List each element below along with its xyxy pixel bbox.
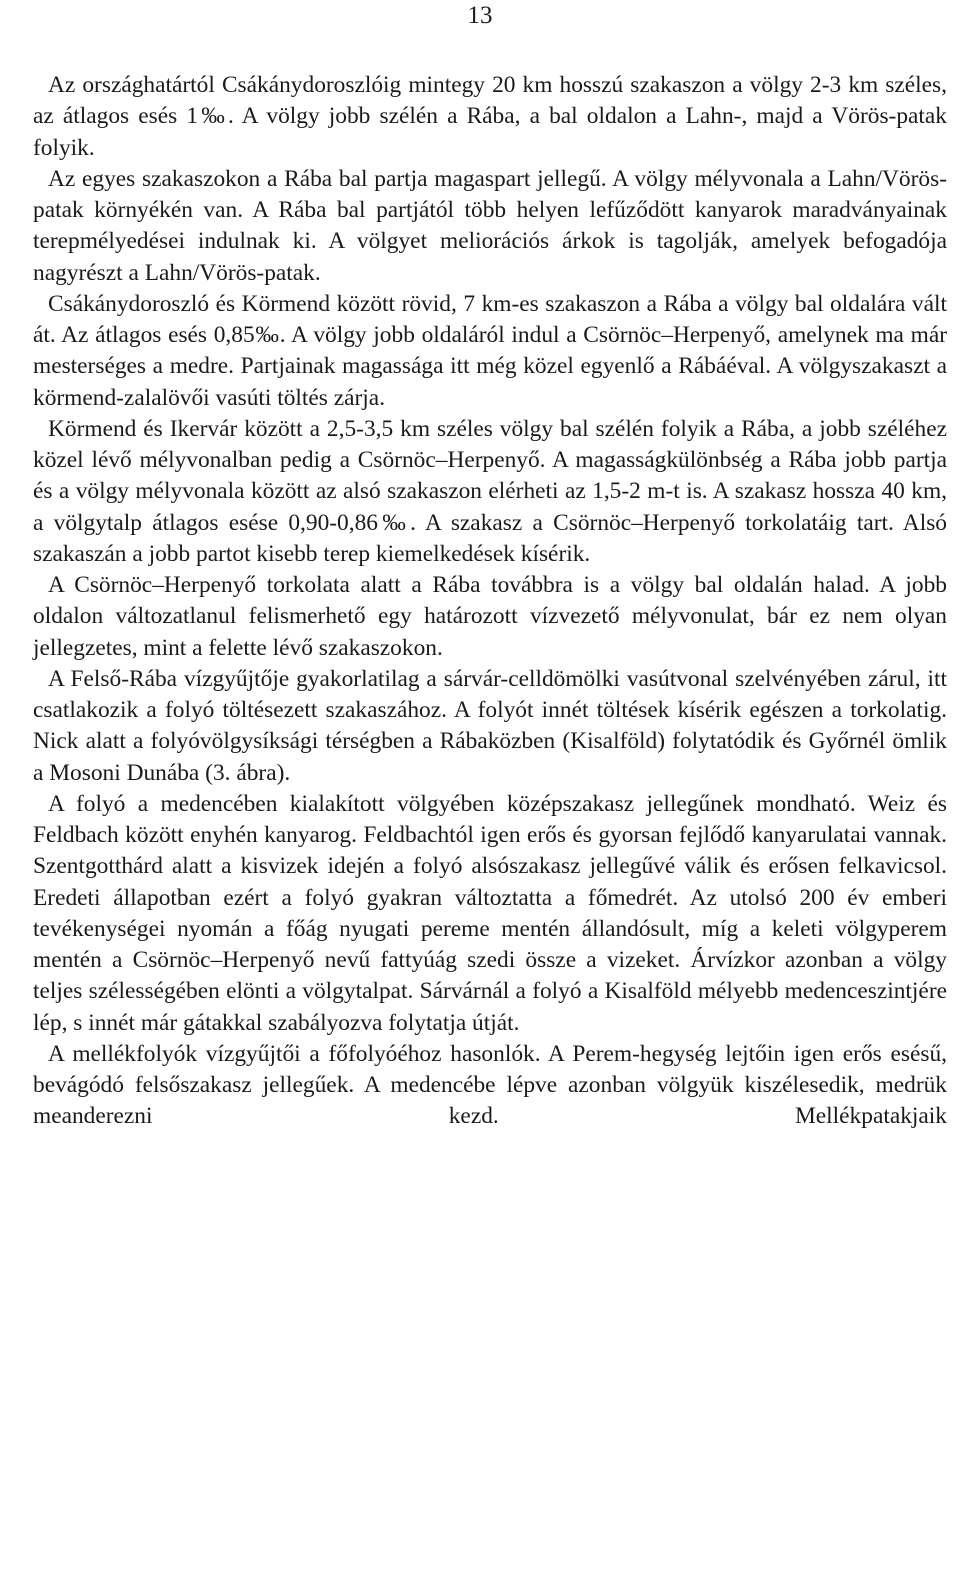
paragraph: A folyó a medencében kialakított völgyében középszakasz jellegűnek mondható. Weiz és Feldbach között enyhén kanyarog. Feldbachtól igen erős és gyorsan fejlődő kanyarulatai vannak. Szentgotthárd alatt a kisvizek idején a folyó alsószakasz jellegűvé válik és erősen felkavicsol. Eredeti állapotban ezért a folyó gyakran változtatta a főmedrét. Az utolsó 200 év emberi tevékenységei nyomán a főág nyugati pereme mentén állandósult, míg a keleti völgyperem mentén a Csörnöc–Herpenyő nevű fattyúág szedi össze a vizeket. Árvízkor azonban a völgy teljes szélességében elönti a völgytalpat. Sárvárnál a folyó a Kisalföld mélyebb medenceszintjére lép, s innét már gátakkal szabályozva folytatja útját. (33, 790, 947, 1036)
body-text (33, 70, 947, 1133)
paragraph: Az egyes szakaszokon a Rába bal partja magaspart jellegű. A völgy mélyvonala a Lahn/Vörös-patak környékén van. A Rába bal partjától több helyen lefűződött kanyarok maradványainak terepmélyedései indulnak ki. A völgyet meliorációs árkok is tagolják, amelyek befogadója nagyrészt a Lahn/Vörös-patak. (33, 165, 947, 286)
paragraph: A mellékfolyók vízgyűjtői a főfolyóéhoz hasonlók. A Perem-hegység lejtőin igen erős esésű, bevágódó felsőszakasz jellegűek. A medencébe lépve azonban völgyük kiszélesedik, medrük meanderezni kezd. Mellékpatakjaik (33, 1040, 947, 1130)
paragraph: A Csörnöc–Herpenyő torkolata alatt a Rába továbbra is a völgy bal oldalán halad. A jobb oldalon változatlanul felismerhető egy határozott vízvezető mélyvonulat, bár ez nem olyan jellegzetes, mint a felette lévő szakaszokon. (33, 572, 947, 661)
paragraph: Csákánydoroszló és Körmend között rövid, 7 km-es szakaszon a Rába a völgy bal oldalára vált át. Az átlagos esés 0,85‰. A völgy jobb oldaláról indul a Csörnöc–Herpenyő, amelynek ma már mesterséges a medre. Partjainak magassága itt még közel egyenlő a Rábáéval. A völgyszakaszt a körmend-zalalövői vasúti töltés zárja. (33, 290, 947, 411)
paragraph: Körmend és Ikervár között a 2,5-3,5 km széles völgy bal szélén folyik a Rába, a jobb széléhez közel lévő mélyvonalban pedig a Csörnöc–Herpenyő. A magasságkülönbség a Rába jobb partja és a völgy mélyvonala között az alsó szakaszon elérheti az 1,5-2 m-t is. A szakasz hossza 40 km, a völgytalp átlagos esése 0,90-0,86‰. A szakasz a Csörnöc–Herpenyő torkolatáig tart. Alsó szakaszán a jobb partot kisebb terep kiemelkedések kísérik. (33, 415, 947, 567)
paragraph: A Felső-Rába vízgyűjtője gyakorlatilag a sárvár-celldömölki vasútvonal szelvényében zárul, itt csatlakozik a folyó töltésezett szakaszához. A folyót innét töltések kísérik egészen a torkolatig. Nick alatt a folyóvölgysíksági térségben a Rábaközben (Kisalföld) folytatódik és Győrnél ömlik a Mosoni Dunába (3. ábra). (33, 665, 947, 786)
paragraph: Az országhatártól Csákánydoroszlóig mintegy 20 km hosszú szakaszon a völgy 2-3 km széles, az átlagos esés 1‰. A völgy jobb szélén a Rába, a bal oldalon a Lahn-, majd a Vörös-patak folyik. (33, 72, 947, 161)
page-number: 13 (467, 2, 493, 29)
